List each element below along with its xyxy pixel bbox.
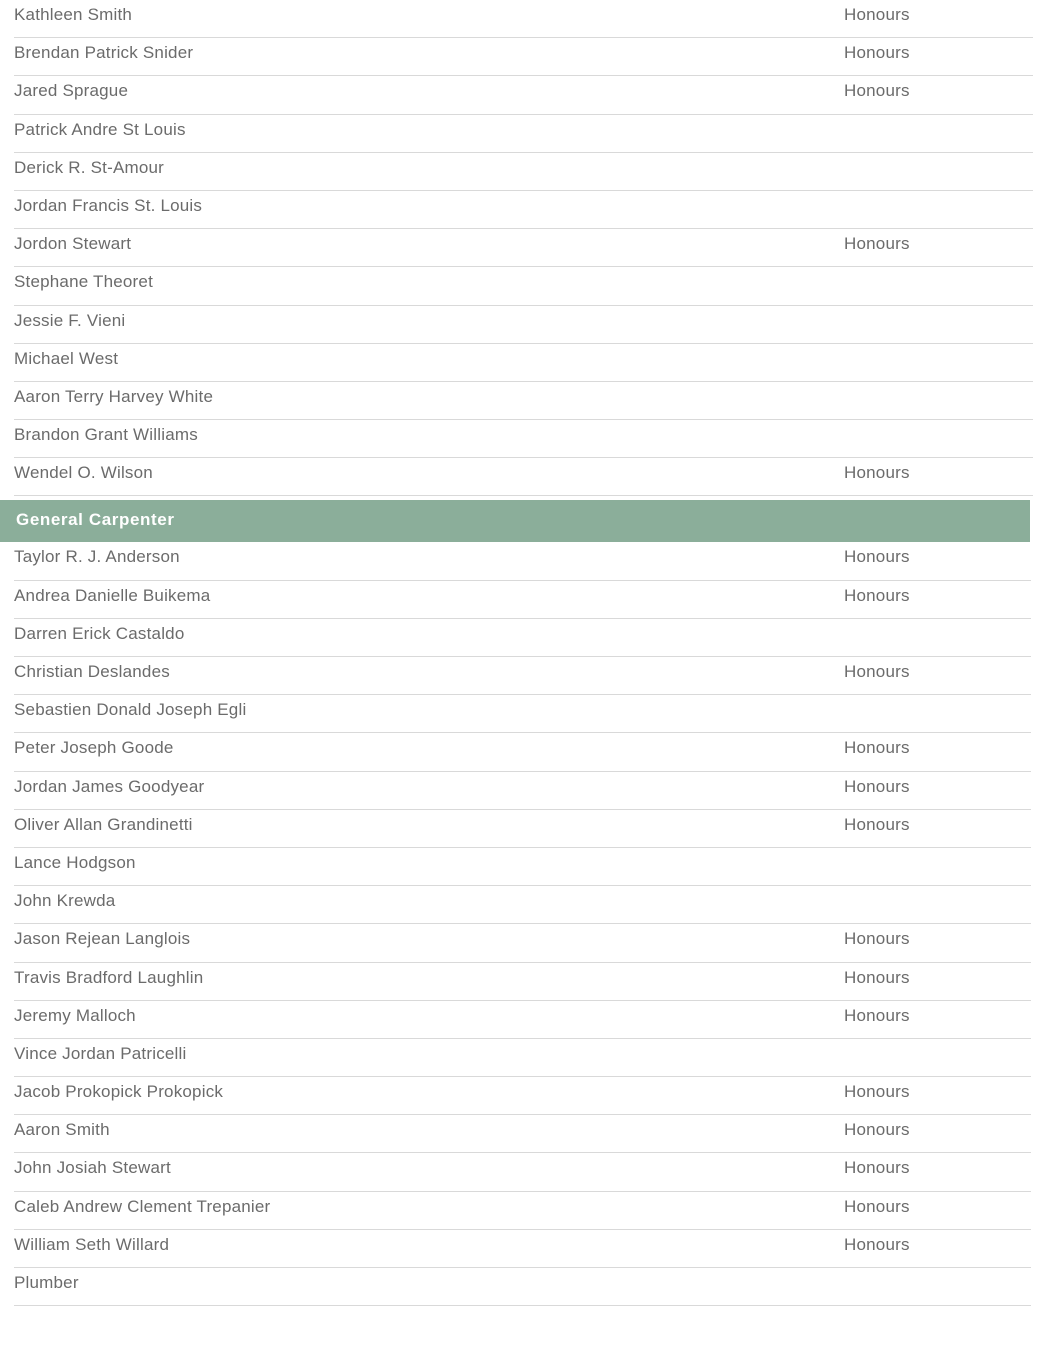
honours-label: Honours [844,1120,910,1140]
graduate-name: Taylor R. J. Anderson [14,547,180,567]
graduate-group-general-carpenter [0,542,1037,1306]
table-row [14,306,1033,344]
graduate-name: Plumber [14,1273,79,1292]
graduate-name: Jared Sprague [14,81,129,101]
honours-label: Honours [844,1005,910,1025]
graduate-name: Lance Hodgson [14,852,136,872]
table-row [14,772,1031,810]
graduate-name: John Josiah Stewart [14,1158,171,1178]
honours-label: Honours [844,43,910,63]
graduate-name: Vince Jordan Patricelli [14,1043,187,1063]
honours-label: Honours [844,547,910,567]
table-row [14,810,1031,848]
graduate-name: Jordan James Goodyear [14,776,205,796]
table-row [14,1268,1031,1306]
table-row [14,581,1031,619]
graduate-name: Derick R. St-Amour [14,157,165,177]
honours-label: Honours [844,1234,910,1254]
honours-label: Honours [844,967,910,987]
table-row [14,191,1033,229]
graduate-name: Caleb Andrew Clement Trepanier [14,1196,271,1216]
graduate-name: Kathleen Smith [14,5,133,24]
honours-label: Honours [844,929,910,949]
honours-label: Honours [844,738,910,758]
graduate-name: Christian Deslandes [14,662,170,681]
table-row [14,963,1031,1001]
graduate-name: Jordan Francis St. Louis [14,195,203,215]
graduate-name: Travis Bradford Laughlin [14,967,204,987]
honours-label: Honours [844,1082,910,1102]
table-row [14,695,1031,733]
graduate-name: Andrea Danielle Buikema [14,585,211,605]
graduate-name: Stephane Theoret [14,272,153,292]
table-row [14,1153,1031,1191]
honours-label: Honours [844,1158,910,1178]
table-row [14,153,1033,191]
graduate-name: Jessie F. Vieni [14,310,126,330]
graduate-group-first [0,0,1037,496]
table-row [14,1230,1031,1268]
table-row [14,619,1031,657]
graduate-name: Wendel O. Wilson [14,463,153,483]
graduate-name: Peter Joseph Goode [14,738,174,758]
table-row [14,458,1033,496]
table-row [14,1077,1031,1115]
table-row [14,733,1031,771]
graduate-name: Aaron Terry Harvey White [14,386,214,406]
table-row [14,848,1031,886]
graduate-name: Michael West [14,348,119,368]
table-row [14,229,1033,267]
graduate-name: Brendan Patrick Snider [14,43,194,63]
graduate-name: Jordon Stewart [14,234,132,254]
honours-label: Honours [844,234,910,254]
honours-label: Honours [844,463,910,483]
graduate-name: Oliver Allan Grandinetti [14,814,193,834]
graduate-name: John Krewda [14,891,116,911]
graduate-name: Jason Rejean Langlois [14,929,191,949]
table-row [14,1039,1031,1077]
table-row [14,542,1031,580]
table-row [14,1001,1031,1039]
section-title: General Carpenter [16,510,175,530]
graduate-name: Jacob Prokopick Prokopick [14,1082,224,1102]
table-row [14,0,1033,38]
graduate-name: Sebastien Donald Joseph Egli [14,700,247,720]
table-row [14,1192,1031,1230]
table-row [14,657,1031,695]
honours-label: Honours [844,81,910,101]
honours-label: Honours [844,814,910,834]
graduate-name: William Seth Willard [14,1234,170,1254]
honours-label: Honours [844,585,910,605]
section-header-general-carpenter [0,500,1030,542]
table-row [14,344,1033,382]
graduate-name: Darren Erick Castaldo [14,623,185,643]
honours-label: Honours [844,776,910,796]
graduate-name: Patrick Andre St Louis [14,119,186,139]
graduate-name: Brandon Grant Williams [14,425,198,445]
honours-label: Honours [844,5,910,24]
table-row [14,420,1033,458]
table-row [14,1115,1031,1153]
table-row [14,267,1033,305]
graduate-name: Jeremy Malloch [14,1005,136,1025]
table-row [14,886,1031,924]
honours-label: Honours [844,1196,910,1216]
table-row [14,38,1033,76]
honours-label: Honours [844,662,910,681]
table-row [14,76,1033,114]
table-row [14,115,1033,153]
graduate-name: Aaron Smith [14,1120,110,1140]
table-row [14,382,1033,420]
table-row [14,924,1031,962]
